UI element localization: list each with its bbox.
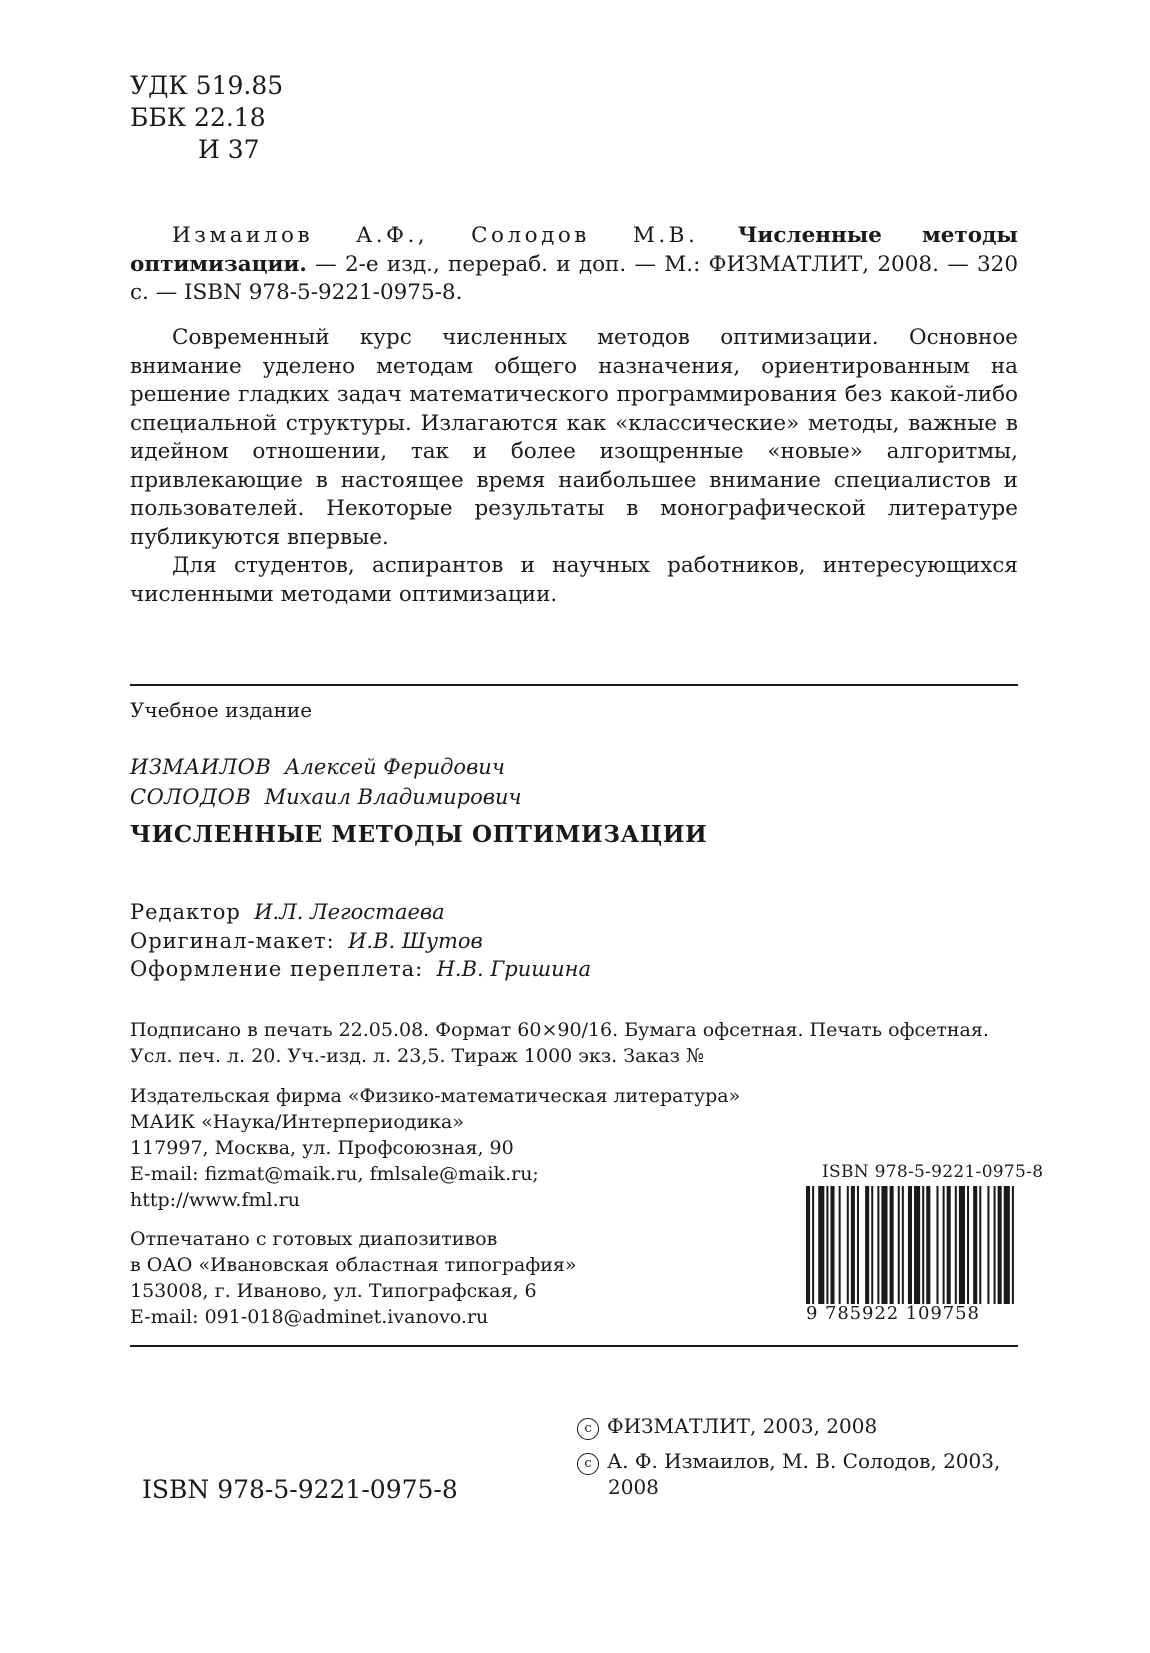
barcode-bar bbox=[994, 1186, 996, 1306]
publisher-info bbox=[130, 1083, 740, 1213]
copyright-icon: c bbox=[577, 1418, 599, 1440]
book-title: ЧИСЛЕННЫЕ МЕТОДЫ ОПТИМИЗАЦИИ bbox=[130, 821, 708, 848]
cover-label: Оформление переплета: bbox=[130, 957, 424, 981]
author1-name: Алексей Феридович bbox=[284, 755, 505, 779]
isbn-footer: ISBN 978-5-9221-0975-8 bbox=[142, 1475, 458, 1504]
barcode-bar bbox=[959, 1186, 965, 1306]
barcode-bar bbox=[830, 1186, 834, 1306]
barcode-bar bbox=[812, 1186, 814, 1306]
barcode-bar bbox=[826, 1186, 828, 1306]
bbk-code: ББК 22.18 bbox=[130, 103, 266, 132]
barcode-bar bbox=[914, 1186, 920, 1306]
annotation-paragraph-2: Для студентов, аспирантов и научных работников, интересующихся численными методами оптимизации. bbox=[130, 553, 1018, 607]
edition-type: Учебное издание bbox=[130, 698, 313, 722]
publisher-line-5: http://www.fml.ru bbox=[130, 1189, 300, 1211]
copyright-line-1 bbox=[577, 1414, 877, 1440]
layout-label: Оригинал-макет: bbox=[130, 928, 335, 953]
barcode-bar bbox=[947, 1186, 951, 1306]
printer-line-4: E-mail: 091-018@adminet.ivanovo.ru bbox=[130, 1306, 489, 1328]
author2-surname: СОЛОДОВ bbox=[130, 785, 252, 809]
printer-line-2: в ОАО «Ивановская областная типография» bbox=[130, 1254, 577, 1276]
staff-credits bbox=[130, 898, 591, 984]
barcode-bar bbox=[851, 1186, 855, 1306]
barcode-bar bbox=[902, 1186, 904, 1306]
barcode-image bbox=[806, 1186, 1018, 1306]
barcode-bar bbox=[926, 1186, 930, 1306]
barcode-bar bbox=[1012, 1186, 1014, 1306]
barcode-bar bbox=[881, 1186, 887, 1306]
barcode-isbn: ISBN 978-5-9221-0975-8 bbox=[822, 1162, 1044, 1182]
barcode-bar bbox=[955, 1186, 957, 1306]
bib-title: Численные методы оптимизации. bbox=[130, 223, 1018, 277]
udk-code: УДК 519.85 bbox=[130, 71, 284, 100]
barcode-digits: 9 785922 109758 bbox=[806, 1304, 1018, 1324]
barcode-bar bbox=[987, 1186, 989, 1306]
bibliographic-record bbox=[130, 222, 1018, 308]
copyright-text-2b: 2008 bbox=[608, 1475, 659, 1499]
barcode-bar bbox=[898, 1186, 900, 1306]
publisher-line-1: Издательская фирма «Физико-математическая литература» bbox=[130, 1085, 741, 1107]
publisher-line-3: 117997, Москва, ул. Профсоюзная, 90 bbox=[130, 1137, 514, 1159]
imprint-authors bbox=[130, 752, 522, 812]
printing-details bbox=[130, 1017, 989, 1069]
classification-codes bbox=[130, 70, 283, 166]
barcode-bar bbox=[998, 1186, 1002, 1306]
divider-top bbox=[130, 684, 1018, 686]
barcode-bar bbox=[979, 1186, 981, 1306]
barcode-bar bbox=[871, 1186, 873, 1306]
copyright-icon: c bbox=[577, 1453, 599, 1475]
barcode-bar bbox=[973, 1186, 977, 1306]
author-index: И 37 bbox=[198, 135, 260, 164]
divider-bottom bbox=[130, 1345, 1018, 1347]
barcode-bar bbox=[967, 1186, 969, 1306]
barcode-bar bbox=[818, 1186, 824, 1306]
printer-line-3: 153008, г. Иваново, ул. Типографская, 6 bbox=[130, 1280, 537, 1302]
barcode-bar bbox=[839, 1186, 841, 1306]
barcode-bar bbox=[922, 1186, 924, 1306]
copyright-line-2 bbox=[577, 1449, 1000, 1500]
editor-label: Редактор bbox=[130, 900, 241, 924]
bib-details: — 2-е изд., перераб. и доп. — М.: ФИЗМАТЛИТ, 2008. — 320 с. — ISBN 978-5-9221-0975-8. bbox=[130, 251, 1018, 305]
author2-name: Михаил Владимирович bbox=[264, 785, 522, 809]
barcode-bar bbox=[806, 1186, 810, 1306]
cover-name: Н.В. Гришина bbox=[436, 957, 591, 981]
barcode-bar bbox=[877, 1186, 879, 1306]
barcode-bar bbox=[908, 1186, 912, 1306]
copyright-text-2: А. Ф. Измаилов, М. В. Солодов, 2003, bbox=[607, 1449, 1001, 1473]
editor-name: И.Л. Легостаева bbox=[254, 900, 445, 924]
barcode-bar bbox=[847, 1186, 849, 1306]
printing-line-1: Подписано в печать 22.05.08. Формат 60×90/16. Бумага офсетная. Печать офсетная. bbox=[130, 1019, 989, 1041]
printing-line-2: Усл. печ. л. 20. Уч.-изд. л. 23,5. Тираж 1000 экз. Заказ № bbox=[130, 1045, 705, 1067]
printer-line-1: Отпечатано с готовых диапозитивов bbox=[130, 1228, 498, 1250]
barcode-bar bbox=[890, 1186, 894, 1306]
publisher-line-2: МАИК «Наука/Интерпериодика» bbox=[130, 1111, 464, 1133]
barcode-bar bbox=[1004, 1186, 1010, 1306]
barcode-bar bbox=[857, 1186, 859, 1306]
barcode-bar bbox=[936, 1186, 938, 1306]
printer-info bbox=[130, 1226, 577, 1330]
barcode-bar bbox=[943, 1186, 945, 1306]
annotation bbox=[130, 324, 1018, 609]
barcode-bar bbox=[865, 1186, 869, 1306]
layout-name: И.В. Шутов bbox=[348, 928, 483, 953]
author1-surname: ИЗМАИЛОВ bbox=[130, 755, 272, 779]
publisher-line-4: E-mail: fizmat@maik.ru, fmlsale@maik.ru; bbox=[130, 1163, 539, 1185]
annotation-paragraph-1: Современный курс численных методов оптимизации. Основное внимание уделено методам общего назначения, ориентированным на решение гладких задач математического программирования без какой-либо специальной структуры. Излагаются как «классические» методы, важные в идейном отношении, так и более изощренные «новые» алгоритмы, привлекающие в настоящее время наибольшее внимание специалистов и пользователей. Некоторые результаты в монографической литературе публикуются впервые. bbox=[130, 325, 1018, 550]
bib-authors: Измаилов А.Ф., Солодов М.В. bbox=[172, 223, 699, 248]
copyright-text-1: ФИЗМАТЛИТ, 2003, 2008 bbox=[607, 1414, 878, 1438]
